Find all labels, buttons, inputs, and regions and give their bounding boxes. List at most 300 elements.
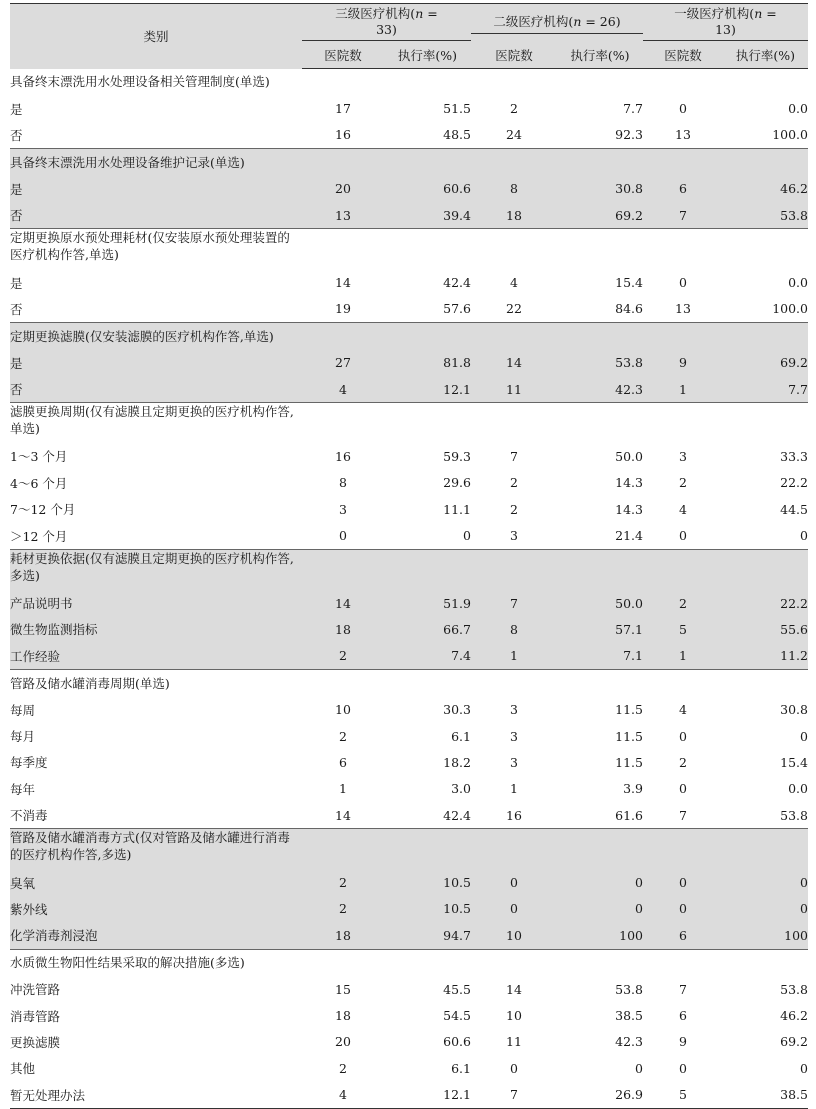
hospital-count-cell: 7 — [510, 448, 518, 464]
empty-cell — [557, 670, 643, 697]
hospital-count-cell: 6 — [643, 176, 723, 202]
section-title: 定期更换原水预处理耗材(仅安装原水预处理装置的医疗机构作答,单选) — [10, 230, 290, 263]
hospital-count-cell: 5 — [643, 616, 723, 642]
row-label: 不消毒 — [10, 802, 302, 829]
row-label: 否 — [10, 376, 302, 403]
hospital-count-cell: 20 — [302, 176, 384, 202]
empty-cell — [471, 323, 557, 350]
section-header-row — [10, 229, 808, 270]
execution-rate-cell: 15.4 — [615, 275, 643, 291]
execution-rate-cell: 6.1 — [451, 1060, 471, 1076]
empty-cell — [384, 829, 471, 870]
execution-rate-cell: 7.7 — [723, 376, 808, 403]
execution-rate-cell: 53.8 — [615, 981, 643, 997]
hospital-count-cell: 4 — [302, 1082, 384, 1109]
empty-cell — [723, 403, 808, 444]
execution-rate-cell: 38.5 — [723, 1082, 808, 1109]
section-title: 水质微生物阳性结果采取的解决措施(多选) — [10, 955, 245, 971]
empty-cell — [643, 949, 723, 976]
hospital-count-cell: 18 — [471, 202, 557, 229]
hospital-count-cell: 13 — [643, 296, 723, 323]
section-header-row — [10, 149, 808, 176]
section-title: 管路及储水罐消毒方式(仅对管路及储水罐进行消毒的医疗机构作答,多选) — [10, 829, 302, 870]
hospital-count-cell: 16 — [471, 802, 557, 829]
execution-rate-cell: 11.5 — [615, 728, 643, 744]
empty-cell — [557, 403, 643, 444]
row-label: 更换滤膜 — [10, 1034, 61, 1050]
empty-cell — [643, 323, 723, 350]
empty-cell — [557, 69, 643, 96]
hospital-count-cell: 6 — [643, 922, 723, 949]
empty-cell — [557, 829, 643, 870]
hospital-count-cell: 14 — [302, 802, 384, 829]
execution-rate-cell: 51.5 — [443, 101, 471, 117]
category-header: 类别 — [10, 4, 302, 69]
table-row — [10, 696, 808, 722]
execution-rate-cell: 48.5 — [384, 122, 471, 149]
section-title: 耗材更换依据(仅有滤膜且定期更换的医疗机构作答,多选) — [10, 549, 302, 590]
row-label: 产品说明书 — [10, 590, 302, 616]
execution-rate-cell: 3.9 — [623, 781, 643, 797]
row-label: 每年 — [10, 781, 36, 797]
empty-cell — [302, 229, 384, 270]
hospital-count-cell: 2 — [643, 590, 723, 616]
group-header-secondary: 二级医疗机构(n = 26) — [471, 4, 643, 42]
execution-rate-cell: 21.4 — [557, 522, 643, 549]
table-row — [10, 350, 808, 376]
empty-cell — [302, 403, 384, 444]
hospital-count-cell: 2 — [339, 1060, 347, 1076]
execution-rate-cell: 50.0 — [557, 590, 643, 616]
execution-rate-cell: 0 — [635, 1060, 643, 1076]
execution-rate-cell: 57.6 — [384, 296, 471, 323]
hospital-count-cell: 10 — [471, 922, 557, 949]
execution-rate-cell: 66.7 — [384, 616, 471, 642]
table-row — [10, 776, 808, 802]
execution-rate-cell: 10.5 — [384, 869, 471, 895]
hospital-count-cell: 11 — [506, 1034, 522, 1050]
row-label: 臭氧 — [10, 869, 302, 895]
hospital-count-cell: 2 — [510, 101, 518, 117]
section-header-row — [10, 403, 808, 444]
execution-rate-cell: 100.0 — [723, 296, 808, 323]
section-header-row — [10, 549, 808, 590]
table-row — [10, 176, 808, 202]
execution-rate-cell: 60.6 — [443, 1034, 471, 1050]
execution-rate-cell: 6.1 — [451, 728, 471, 744]
hospital-count-cell: 16 — [335, 448, 351, 464]
empty-cell — [643, 229, 723, 270]
execution-rate-cell: 0 — [800, 1060, 808, 1076]
row-label: 每周 — [10, 702, 36, 718]
execution-rate-cell: 18.2 — [443, 754, 471, 770]
empty-cell — [723, 149, 808, 176]
empty-cell — [723, 323, 808, 350]
execution-rate-cell: 11.5 — [615, 702, 643, 718]
hospital-count-cell: 16 — [302, 122, 384, 149]
hospital-count-cell: 0 — [302, 522, 384, 549]
table-header — [10, 4, 808, 69]
execution-rate-cell: 55.6 — [723, 616, 808, 642]
hospital-count-cell: 8 — [339, 475, 347, 491]
row-label: 冲洗管路 — [10, 982, 61, 998]
hospital-count-cell: 1 — [339, 781, 347, 797]
execution-rate-cell: 92.3 — [557, 122, 643, 149]
hospital-count-cell: 3 — [339, 501, 347, 517]
group-header-tertiary: 三级医疗机构(n = 33) — [302, 4, 471, 42]
hospital-count-cell: 13 — [643, 122, 723, 149]
execution-rate-cell: 42.3 — [615, 1034, 643, 1050]
group-header-primary: 一级医疗机构(n = 13) — [643, 4, 808, 42]
section-title: 具备终末漂洗用水处理设备相关管理制度(单选) — [10, 74, 270, 90]
hospital-count-cell: 7 — [471, 1082, 557, 1109]
empty-cell — [723, 229, 808, 270]
row-label: 其他 — [10, 1061, 36, 1077]
sub-header-rate: 执行率(%) — [384, 41, 471, 69]
hospital-count-cell: 0 — [679, 275, 687, 291]
hospital-count-cell: 3 — [510, 702, 518, 718]
empty-cell — [557, 949, 643, 976]
table-row — [10, 976, 808, 1002]
empty-cell — [384, 323, 471, 350]
hospital-count-cell: 0 — [471, 896, 557, 922]
table-body — [10, 69, 808, 1109]
hospital-count-cell: 11 — [471, 376, 557, 403]
execution-rate-cell: 0.0 — [788, 781, 808, 797]
execution-rate-cell: 7.1 — [557, 643, 643, 670]
table-row — [10, 95, 808, 121]
empty-cell — [384, 149, 471, 176]
execution-rate-cell: 7.4 — [384, 643, 471, 670]
execution-rate-cell: 7.7 — [623, 101, 643, 117]
execution-rate-cell: 53.8 — [780, 981, 808, 997]
section-header-row — [10, 829, 808, 870]
empty-cell — [557, 149, 643, 176]
table-row — [10, 616, 808, 642]
sub-header-rate: 执行率(%) — [557, 41, 643, 69]
row-label: 每季度 — [10, 755, 48, 771]
hospital-count-cell: 24 — [471, 122, 557, 149]
section-title: 滤膜更换周期(仅有滤膜且定期更换的医疗机构作答,单选) — [10, 404, 294, 437]
hospital-count-cell: 13 — [302, 202, 384, 229]
table-row — [10, 1082, 808, 1109]
empty-cell — [643, 549, 723, 590]
row-label: 微生物监测指标 — [10, 616, 302, 642]
hospital-count-cell: 27 — [302, 350, 384, 376]
empty-cell — [471, 549, 557, 590]
hospital-count-cell: 18 — [302, 922, 384, 949]
section-header-row — [10, 670, 808, 697]
empty-cell — [643, 69, 723, 96]
row-label: 是 — [10, 101, 23, 117]
section-header-row — [10, 323, 808, 350]
empty-cell — [643, 829, 723, 870]
hospital-count-cell: 4 — [679, 501, 687, 517]
empty-cell — [302, 949, 384, 976]
hospital-count-cell: 7 — [471, 590, 557, 616]
hospital-count-cell: 4 — [302, 376, 384, 403]
hospital-count-cell: 10 — [506, 1008, 522, 1024]
empty-cell — [302, 670, 384, 697]
execution-rate-cell: 14.3 — [615, 475, 643, 491]
empty-cell — [384, 549, 471, 590]
hospital-count-cell: 14 — [302, 590, 384, 616]
hospital-count-cell: 2 — [510, 475, 518, 491]
table-row — [10, 723, 808, 749]
execution-rate-cell: 0 — [384, 522, 471, 549]
hospital-count-cell: 7 — [643, 802, 723, 829]
empty-cell — [302, 149, 384, 176]
hospital-count-cell: 14 — [335, 275, 351, 291]
execution-rate-cell: 100.0 — [723, 122, 808, 149]
table-row — [10, 590, 808, 616]
table-row — [10, 443, 808, 469]
hospital-count-cell: 4 — [510, 275, 518, 291]
execution-rate-cell: 29.6 — [443, 475, 471, 491]
hospital-count-cell: 0 — [643, 869, 723, 895]
hospital-count-cell: 3 — [510, 728, 518, 744]
table-row — [10, 496, 808, 522]
empty-cell — [643, 670, 723, 697]
hospital-count-cell: 18 — [335, 1008, 351, 1024]
hospital-count-cell: 8 — [471, 176, 557, 202]
empty-cell — [557, 229, 643, 270]
empty-cell — [643, 149, 723, 176]
execution-rate-cell: 10.5 — [384, 896, 471, 922]
execution-rate-cell: 100 — [723, 922, 808, 949]
sub-header-count: 医院数 — [302, 41, 384, 69]
execution-rate-cell: 0 — [723, 869, 808, 895]
row-label: 化学消毒剂浸泡 — [10, 922, 302, 949]
empty-cell — [471, 69, 557, 96]
execution-rate-cell: 0 — [723, 522, 808, 549]
hospital-count-cell: 20 — [335, 1034, 351, 1050]
execution-rate-cell: 57.1 — [557, 616, 643, 642]
empty-cell — [723, 549, 808, 590]
empty-cell — [384, 69, 471, 96]
section-title: 定期更换滤膜(仅安装滤膜的医疗机构作答,单选) — [10, 323, 302, 350]
execution-rate-cell: 53.8 — [723, 202, 808, 229]
row-label: 否 — [10, 296, 302, 323]
execution-rate-cell: 11.2 — [723, 643, 808, 670]
execution-rate-cell: 50.0 — [615, 448, 643, 464]
row-label: 否 — [10, 122, 302, 149]
table-row — [10, 1029, 808, 1055]
empty-cell — [723, 829, 808, 870]
row-label: 工作经验 — [10, 643, 302, 670]
table-row — [10, 922, 808, 949]
hospital-count-cell: 0 — [679, 1060, 687, 1076]
table-row — [10, 269, 808, 295]
hospital-count-cell: 0 — [471, 869, 557, 895]
hospital-count-cell: 0 — [679, 781, 687, 797]
execution-rate-cell: 30.8 — [557, 176, 643, 202]
hospital-count-cell: 3 — [471, 522, 557, 549]
hospital-count-cell: 1 — [643, 643, 723, 670]
row-label: 是 — [10, 176, 302, 202]
hospital-count-cell: 1 — [471, 643, 557, 670]
table-row — [10, 869, 808, 895]
execution-rate-cell: 11.1 — [443, 501, 471, 517]
execution-rate-cell: 0.0 — [788, 275, 808, 291]
execution-rate-cell: 0 — [723, 896, 808, 922]
hospital-count-cell: 14 — [471, 350, 557, 376]
table-row — [10, 643, 808, 670]
table-row — [10, 749, 808, 775]
execution-rate-cell: 46.2 — [723, 176, 808, 202]
table-row — [10, 296, 808, 323]
hospital-count-cell: 14 — [506, 981, 522, 997]
execution-rate-cell: 60.6 — [384, 176, 471, 202]
row-label: 否 — [10, 202, 302, 229]
row-label: 是 — [10, 275, 23, 291]
empty-cell — [384, 670, 471, 697]
execution-rate-cell: 22.2 — [780, 475, 808, 491]
execution-rate-cell: 42.4 — [443, 275, 471, 291]
empty-cell — [471, 829, 557, 870]
execution-rate-cell: 51.9 — [384, 590, 471, 616]
hospital-count-cell: 0 — [679, 728, 687, 744]
execution-rate-cell: 30.3 — [443, 702, 471, 718]
execution-rate-cell: 53.8 — [723, 802, 808, 829]
hospital-count-cell: 1 — [643, 376, 723, 403]
empty-cell — [302, 549, 384, 590]
hospital-count-cell: 6 — [679, 1008, 687, 1024]
row-label: 暂无处理办法 — [10, 1082, 302, 1109]
hospital-count-cell: 19 — [302, 296, 384, 323]
row-label: 4～6 个月 — [10, 475, 68, 491]
table-row — [10, 896, 808, 922]
section-header-row — [10, 949, 808, 976]
empty-cell — [723, 69, 808, 96]
table-row — [10, 122, 808, 149]
row-label: 是 — [10, 350, 302, 376]
hospital-count-cell: 9 — [643, 350, 723, 376]
empty-cell — [723, 949, 808, 976]
hospital-count-cell: 2 — [510, 501, 518, 517]
section-header-row — [10, 69, 808, 96]
execution-rate-cell: 33.3 — [780, 448, 808, 464]
sub-header-rate: 执行率(%) — [723, 41, 808, 69]
empty-cell — [723, 670, 808, 697]
hospital-count-cell: 2 — [302, 869, 384, 895]
hospital-count-cell: 2 — [679, 475, 687, 491]
execution-rate-cell: 3.0 — [451, 781, 471, 797]
execution-rate-cell: 0 — [557, 896, 643, 922]
table-row — [10, 202, 808, 229]
empty-cell — [471, 949, 557, 976]
execution-rate-cell: 0 — [557, 869, 643, 895]
hospital-count-cell: 10 — [335, 702, 351, 718]
execution-rate-cell: 54.5 — [443, 1008, 471, 1024]
execution-rate-cell: 38.5 — [615, 1008, 643, 1024]
sub-header-count: 医院数 — [643, 41, 723, 69]
empty-cell — [471, 149, 557, 176]
table-row — [10, 802, 808, 829]
execution-rate-cell: 0 — [800, 728, 808, 744]
empty-cell — [302, 323, 384, 350]
empty-cell — [384, 403, 471, 444]
execution-rate-cell: 59.3 — [443, 448, 471, 464]
hospital-count-cell: 8 — [471, 616, 557, 642]
hospital-count-cell: 0 — [510, 1060, 518, 1076]
hospital-count-cell: 6 — [339, 754, 347, 770]
execution-rate-cell: 94.7 — [384, 922, 471, 949]
empty-cell — [302, 69, 384, 96]
row-label: 1～3 个月 — [10, 449, 68, 465]
row-label: 消毒管路 — [10, 1008, 61, 1024]
hospital-count-cell: 2 — [302, 643, 384, 670]
hospital-count-cell: 1 — [510, 781, 518, 797]
execution-rate-cell: 69.2 — [780, 1034, 808, 1050]
execution-rate-cell: 12.1 — [384, 376, 471, 403]
execution-rate-cell: 53.8 — [557, 350, 643, 376]
row-label: 每月 — [10, 729, 36, 744]
hospital-count-cell: 17 — [335, 101, 351, 117]
hospital-count-cell: 2 — [302, 896, 384, 922]
execution-rate-cell: 69.2 — [723, 350, 808, 376]
sub-header-count: 医院数 — [471, 41, 557, 69]
hospital-count-cell: 2 — [339, 728, 347, 744]
hospital-count-cell: 0 — [679, 101, 687, 117]
execution-rate-cell: 15.4 — [780, 754, 808, 770]
empty-cell — [643, 403, 723, 444]
hospital-count-cell: 22 — [471, 296, 557, 323]
execution-rate-cell: 0.0 — [788, 101, 808, 117]
hospital-count-cell: 2 — [679, 754, 687, 770]
table-row — [10, 376, 808, 403]
execution-rate-cell: 30.8 — [780, 702, 808, 718]
execution-rate-cell: 12.1 — [384, 1082, 471, 1109]
execution-rate-cell: 14.3 — [615, 501, 643, 517]
hospital-count-cell: 5 — [643, 1082, 723, 1109]
execution-rate-cell: 42.3 — [557, 376, 643, 403]
empty-cell — [471, 403, 557, 444]
execution-rate-cell: 81.8 — [384, 350, 471, 376]
empty-cell — [302, 829, 384, 870]
execution-rate-cell: 22.2 — [723, 590, 808, 616]
execution-rate-cell: 100 — [557, 922, 643, 949]
hospital-count-cell: 0 — [643, 896, 723, 922]
hospital-count-cell: 7 — [679, 981, 687, 997]
execution-rate-cell: 69.2 — [557, 202, 643, 229]
execution-rate-cell: 84.6 — [557, 296, 643, 323]
hospital-count-cell: 3 — [679, 448, 687, 464]
empty-cell — [384, 949, 471, 976]
hospital-count-cell: 7 — [643, 202, 723, 229]
row-label: 7～12 个月 — [10, 502, 76, 518]
section-title: 具备终末漂洗用水处理设备维护记录(单选) — [10, 149, 302, 176]
hospital-count-cell: 4 — [679, 702, 687, 718]
execution-rate-cell: 11.5 — [615, 754, 643, 770]
execution-rate-cell: 45.5 — [443, 981, 471, 997]
execution-rate-cell: 39.4 — [384, 202, 471, 229]
table-row — [10, 1002, 808, 1028]
hospital-count-cell: 15 — [335, 981, 351, 997]
hospital-count-cell: 3 — [510, 754, 518, 770]
row-label: ＞12 个月 — [10, 522, 302, 549]
empty-cell — [471, 229, 557, 270]
empty-cell — [471, 670, 557, 697]
section-title: 管路及储水罐消毒周期(单选) — [10, 675, 170, 691]
execution-rate-cell: 46.2 — [780, 1008, 808, 1024]
table-row — [10, 470, 808, 496]
hospital-count-cell: 0 — [643, 522, 723, 549]
execution-rate-cell: 42.4 — [384, 802, 471, 829]
empty-cell — [557, 323, 643, 350]
empty-cell — [557, 549, 643, 590]
hospital-count-cell: 9 — [679, 1034, 687, 1050]
